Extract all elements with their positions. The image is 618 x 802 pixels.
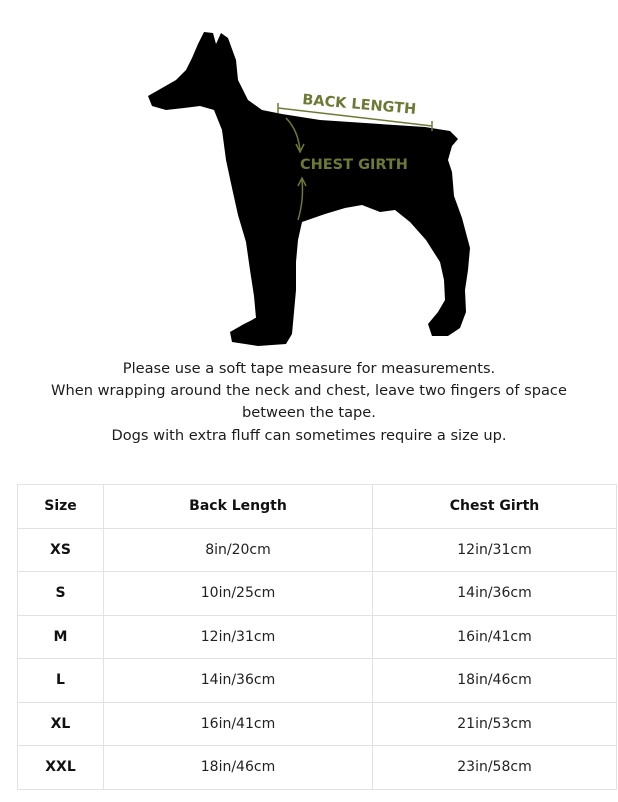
size-chart-table: [17, 484, 617, 790]
table-row: [18, 702, 617, 746]
size-cell: XXL: [18, 746, 104, 790]
chest-girth-cell: 16in/41cm: [373, 615, 617, 659]
back-length-cell: 10in/25cm: [104, 572, 373, 616]
back-length-cell: 12in/31cm: [104, 615, 373, 659]
chest-girth-label: CHEST GIRTH: [300, 157, 408, 173]
chest-girth-cell: 23in/58cm: [373, 746, 617, 790]
size-cell: XS: [18, 528, 104, 572]
table-row: [18, 746, 617, 790]
chest-girth-cell: 14in/36cm: [373, 572, 617, 616]
chest-girth-cell: 21in/53cm: [373, 702, 617, 746]
chest-girth-cell: 12in/31cm: [373, 528, 617, 572]
instruction-line: Dogs with extra fluff can sometimes require a size up.: [111, 426, 507, 444]
back-length-cell: 18in/46cm: [104, 746, 373, 790]
dog-silhouette-graphic: [0, 0, 618, 355]
dog-silhouette: [148, 32, 470, 346]
size-cell: XL: [18, 702, 104, 746]
size-cell: L: [18, 659, 104, 703]
instruction-line: When wrapping around the neck and chest, leave two fingers of space between the tape.: [51, 382, 567, 422]
dog-measurement-illustration: [0, 0, 618, 355]
measurement-instructions: [20, 358, 598, 447]
back-length-label: BACK LENGTH: [301, 92, 417, 118]
back-length-cell: 14in/36cm: [104, 659, 373, 703]
size-cell: M: [18, 615, 104, 659]
chest-girth-cell: 18in/46cm: [373, 659, 617, 703]
back-length-cell: 16in/41cm: [104, 702, 373, 746]
table-header-row: [18, 485, 617, 529]
table-row: [18, 572, 617, 616]
table-row: [18, 528, 617, 572]
column-header-back-length: Back Length: [104, 485, 373, 529]
back-length-cell: 8in/20cm: [104, 528, 373, 572]
table-row: [18, 659, 617, 703]
instruction-line: Please use a soft tape measure for measurements.: [122, 360, 496, 377]
table-row: [18, 615, 617, 659]
size-cell: S: [18, 572, 104, 616]
column-header-size: Size: [18, 485, 104, 529]
column-header-chest-girth: Chest Girth: [373, 485, 617, 529]
